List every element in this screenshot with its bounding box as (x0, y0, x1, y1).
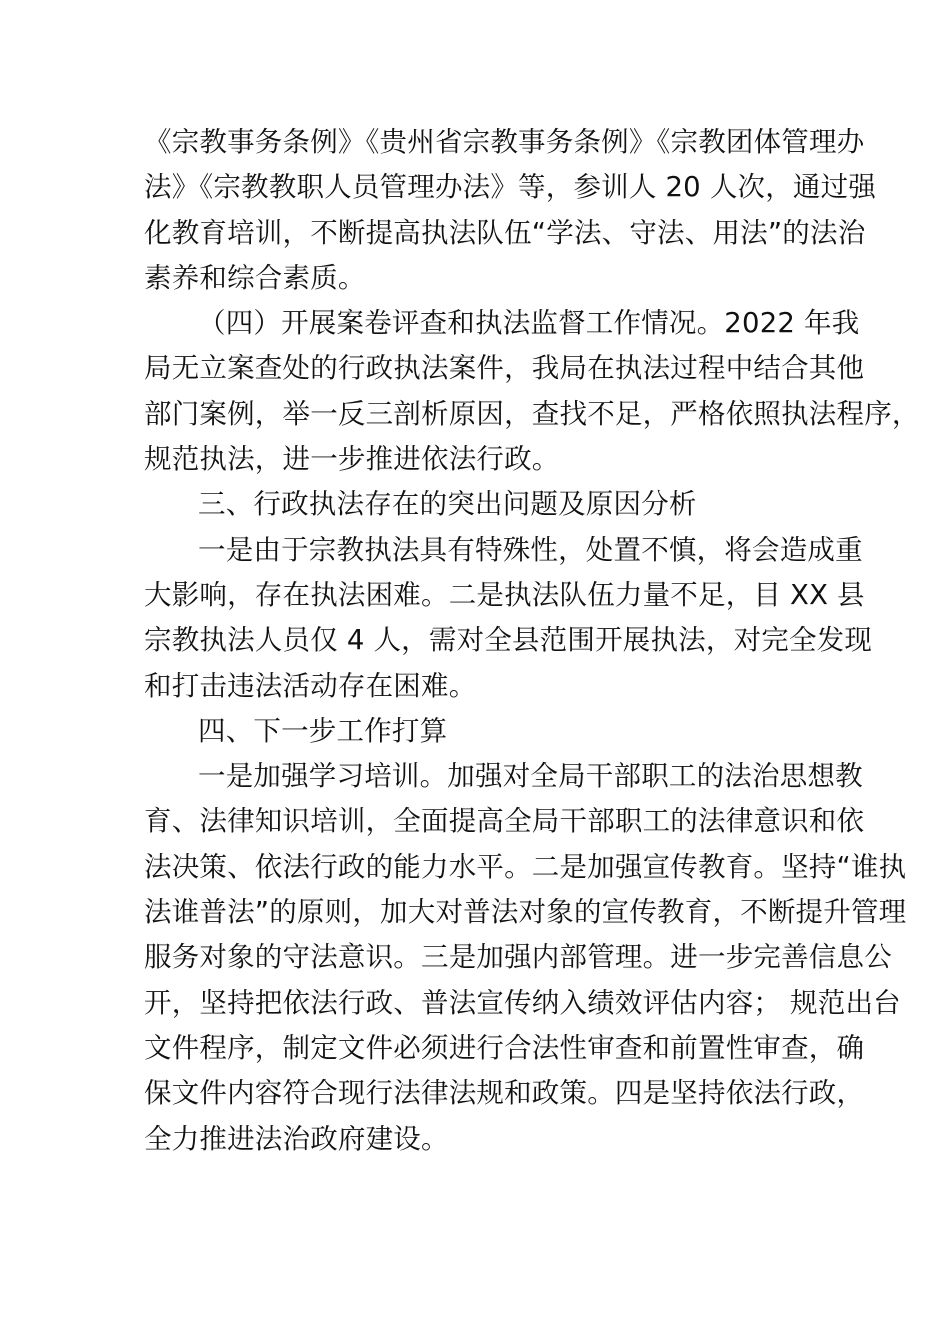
text-line: 和打击违法活动存在困难。 (144, 669, 477, 702)
text-line: 化教育培训，不断提高执法队伍“学法、守法、用法”的法治 (144, 216, 866, 249)
text-line: 文件程序，制定文件必须进行合法性审查和前置性审查，确 (144, 1031, 865, 1064)
paragraph-start-line: 一是由于宗教执法具有特殊性，处置不慎，将会造成重 (198, 533, 863, 566)
paragraph-start-line: （四）开展案卷评查和执法监督工作情况。2022 年我 (198, 307, 860, 340)
text-line: 大影响，存在执法困难。二是执法队伍力量不足，目 XX 县 (144, 578, 865, 611)
text-line: 规范执法，进一步推进依法行政。 (144, 443, 560, 476)
text-line: 法谁普法”的原则，加大对普法对象的宣传教育，不断提升管理 (144, 896, 907, 929)
text-line: 法决策、依法行政的能力水平。二是加强宣传教育。坚持“谁执 (144, 850, 907, 883)
text-line: 全力推进法治政府建设。 (144, 1122, 449, 1155)
text-line: 素养和综合素质。 (144, 261, 366, 294)
paragraph-start-line: 一是加强学习培训。加强对全局干部职工的法治思想教 (198, 760, 863, 793)
text-line: 服务对象的守法意识。三是加强内部管理。进一步完善信息公 (144, 941, 892, 974)
section-heading: 四、下一步工作打算 (198, 714, 448, 747)
text-line: 保文件内容符合现行法律法规和政策。四是坚持依法行政， (144, 1077, 865, 1110)
document-body (144, 120, 920, 1162)
text-line: 部门案例，举一反三剖析原因，查找不足，严格依照执法程序， (144, 397, 920, 430)
section-heading: 三、行政执法存在的突出问题及原因分析 (198, 488, 697, 521)
text-line: 开，坚持把依法行政、普法宣传纳入绩效评估内容； 规范出台 (144, 986, 901, 1019)
text-line: 局无立案查处的行政执法案件，我局在执法过程中结合其他 (144, 352, 865, 385)
text-line: 《宗教事务条例》《贵州省宗教事务条例》《宗教团体管理办 (144, 126, 865, 158)
text-line: 法》《宗教教职人员管理办法》等，参训人 20 人次，通过强 (144, 171, 877, 204)
text-line: 宗教执法人员仅 4 人，需对全县范围开展执法，对完全发现 (144, 624, 873, 657)
text-line: 育、法律知识培训，全面提高全局干部职工的法律意识和依 (144, 805, 865, 838)
